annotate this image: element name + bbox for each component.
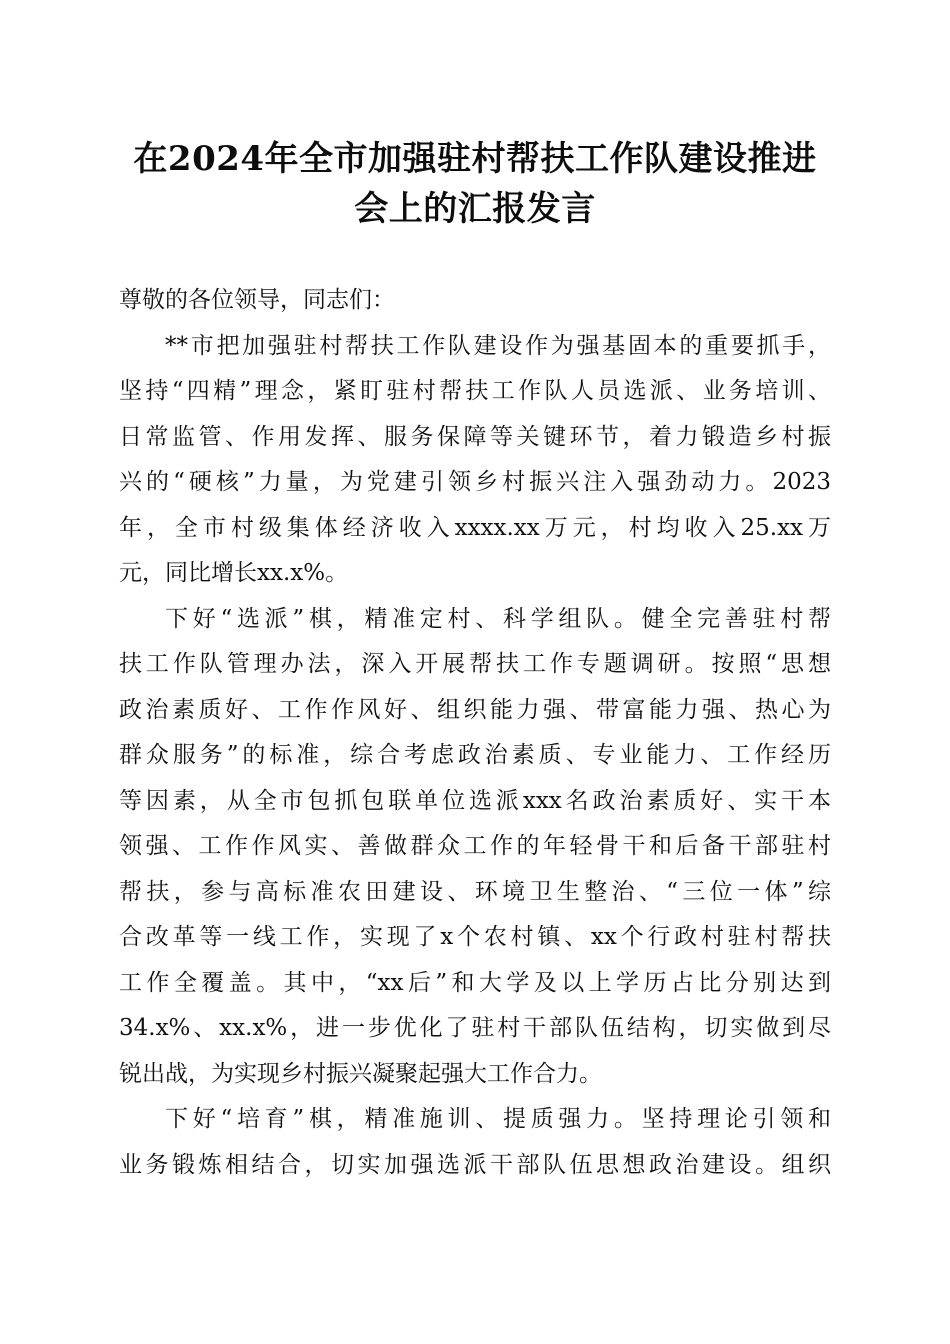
paragraph-line: 群众服务”的标准，综合考虑政治素质、专业能力、工作经历 bbox=[119, 742, 831, 768]
title-line-2: 会上的汇报发言 bbox=[354, 189, 596, 229]
paragraph-line: 元，同比增长xx.x%。 bbox=[119, 560, 349, 586]
paragraph-line: 帮扶，参与高标准农田建设、环境卫生整治、“三位一体”综 bbox=[119, 878, 831, 905]
paragraph-line: 年，全市村级集体经济收入xxxx.xx万元，村均收入25.xx万 bbox=[119, 514, 831, 541]
salutation: 尊敬的各位领导，同志们： bbox=[119, 287, 395, 313]
paragraph-line: 锐出战，为实现乡村振兴凝聚起强大工作合力。 bbox=[119, 1060, 602, 1087]
paragraph-line: 下好“培育”棋，精准施训、提质强力。坚持理论引领和 bbox=[165, 1106, 831, 1132]
document-title bbox=[100, 134, 850, 234]
paragraph-line: 兴的“硬核”力量，为党建引领乡村振兴注入强劲动力。2023 bbox=[119, 469, 831, 495]
title-line-1: 在2024年全市加强驻村帮扶工作队建设推进 bbox=[133, 139, 817, 179]
paragraph-line: 合改革等一线工作，实现了x个农村镇、xx个行政村驻村帮扶 bbox=[119, 924, 831, 950]
paragraph-line: 业务锻炼相结合，切实加强选派干部队伍思想政治建设。组织 bbox=[119, 1151, 831, 1178]
paragraph-line: 政治素质好、工作作风好、组织能力强、带富能力强、热心为 bbox=[119, 696, 831, 723]
paragraph-line: **市把加强驻村帮扶工作队建设作为强基固本的重要抓手， bbox=[165, 332, 831, 359]
paragraph-line: 日常监管、作用发挥、服务保障等关键环节，着力锻造乡村振 bbox=[119, 423, 831, 450]
paragraph-line: 扶工作队管理办法，深入开展帮扶工作专题调研。按照“思想 bbox=[119, 651, 831, 677]
paragraph-line: 等因素，从全市包抓包联单位选派xxx名政治素质好、实干本 bbox=[119, 787, 831, 814]
document-body bbox=[119, 278, 831, 1188]
paragraph-line: 坚持“四精”理念，紧盯驻村帮扶工作队人员选派、业务培训、 bbox=[119, 378, 831, 404]
paragraph-line: 领强、工作作风实、善做群众工作的年轻骨干和后备干部驻村 bbox=[119, 833, 831, 859]
paragraph-line: 工作全覆盖。其中，“xx后”和大学及以上学历占比分别达到 bbox=[119, 969, 831, 996]
paragraph-line: 下好“选派”棋，精准定村、科学组队。健全完善驻村帮 bbox=[165, 605, 831, 632]
paragraph-2 bbox=[119, 597, 831, 1098]
paragraph-3 bbox=[119, 1097, 831, 1188]
paragraph-1 bbox=[119, 324, 831, 597]
paragraph-line: 34.x%、xx.x%，进一步优化了驻村干部队伍结构，切实做到尽 bbox=[119, 1015, 831, 1041]
